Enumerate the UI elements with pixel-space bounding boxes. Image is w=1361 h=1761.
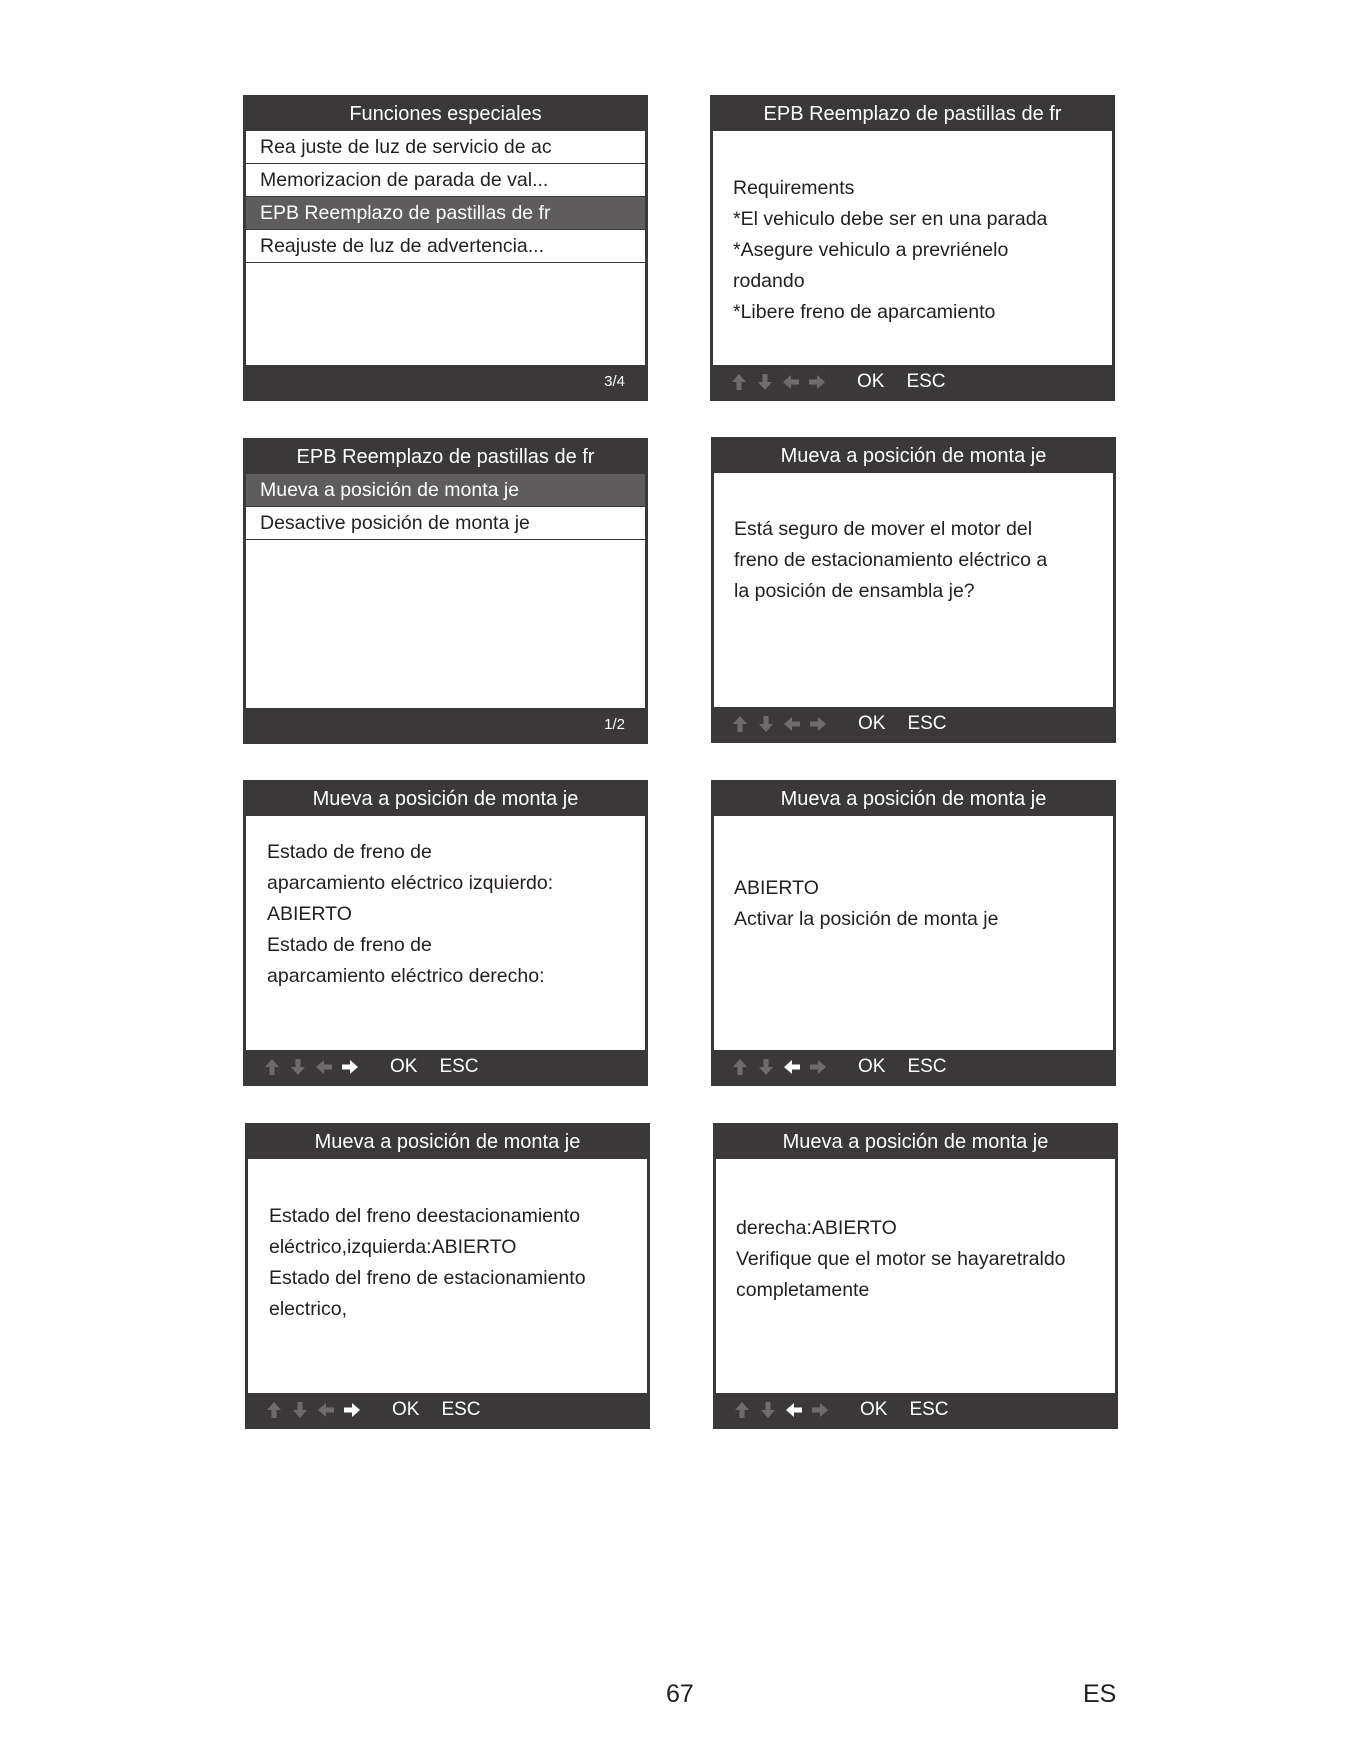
message-line: la posición de ensambla je? xyxy=(734,580,975,602)
screen-epb-requirements xyxy=(710,95,1115,401)
message-line: freno de estacionamiento eléctrico a xyxy=(734,549,1048,571)
nav-arrows xyxy=(730,714,828,734)
screen-footer xyxy=(716,1393,1115,1426)
screen-footer xyxy=(246,708,645,741)
message-line: Estado de freno de xyxy=(267,934,432,956)
message-line: Activar la posición de monta je xyxy=(734,908,999,930)
screen-confirm-move xyxy=(711,437,1116,743)
arrow-down-icon[interactable] xyxy=(290,1400,310,1420)
arrow-right-icon[interactable] xyxy=(342,1400,362,1420)
message-body xyxy=(713,131,1112,365)
message-line: completamente xyxy=(736,1279,870,1301)
menu-list xyxy=(246,474,645,708)
arrow-down-icon[interactable] xyxy=(756,1057,776,1077)
arrow-down-icon[interactable] xyxy=(755,372,775,392)
message-body xyxy=(716,1159,1115,1393)
arrow-left-icon[interactable] xyxy=(781,372,801,392)
arrow-left-icon[interactable] xyxy=(782,1057,802,1077)
screen-footer xyxy=(714,707,1113,740)
arrow-down-icon[interactable] xyxy=(756,714,776,734)
esc-button[interactable]: ESC xyxy=(909,1398,949,1420)
arrow-down-icon[interactable] xyxy=(758,1400,778,1420)
arrow-left-icon[interactable] xyxy=(314,1057,334,1077)
esc-button[interactable]: ESC xyxy=(439,1055,479,1077)
nav-arrows xyxy=(729,372,827,392)
nav-arrows xyxy=(730,1057,828,1077)
message-line: aparcamiento eléctrico derecho: xyxy=(267,965,545,987)
ok-button[interactable]: OK xyxy=(858,1055,886,1077)
screen-status-4 xyxy=(713,1123,1118,1429)
ok-button[interactable]: OK xyxy=(392,1398,420,1420)
esc-button[interactable]: ESC xyxy=(906,370,946,392)
screen-title: EPB Reemplazo de pastillas de fr xyxy=(296,446,595,468)
message-line: Está seguro de mover el motor del xyxy=(734,518,1033,540)
arrow-down-icon[interactable] xyxy=(288,1057,308,1077)
message-line: ABIERTO xyxy=(267,903,352,925)
esc-button[interactable]: ESC xyxy=(441,1398,481,1420)
arrow-up-icon[interactable] xyxy=(262,1057,282,1077)
page-number: 67 xyxy=(666,1680,694,1708)
message-body xyxy=(246,816,645,1050)
esc-button[interactable]: ESC xyxy=(907,1055,947,1077)
message-line: Estado del freno deestacionamiento xyxy=(269,1205,581,1227)
message-line: eléctrico,izquierda:ABIERTO xyxy=(269,1236,517,1258)
message-body xyxy=(248,1159,647,1393)
screen-title: Funciones especiales xyxy=(349,103,542,125)
message-line: *El vehiculo debe ser en una parada xyxy=(733,208,1048,230)
screen-epb-submenu xyxy=(243,438,648,744)
message-line: derecha:ABIERTO xyxy=(736,1217,897,1239)
nav-arrows xyxy=(262,1057,360,1077)
arrow-up-icon[interactable] xyxy=(729,372,749,392)
screen-title: Mueva a posición de monta je xyxy=(314,1131,581,1153)
arrow-right-icon[interactable] xyxy=(810,1400,830,1420)
screen-footer xyxy=(248,1393,647,1426)
arrow-right-icon[interactable] xyxy=(808,1057,828,1077)
message-line: Verifique que el motor se hayaretraldo xyxy=(736,1248,1066,1270)
page-indicator: 3/4 xyxy=(604,373,625,390)
arrow-up-icon[interactable] xyxy=(730,714,750,734)
screen-title: Mueva a posición de monta je xyxy=(780,788,1047,810)
message-line: Estado del freno de estacionamiento xyxy=(269,1267,586,1289)
nav-arrows xyxy=(732,1400,830,1420)
ok-button[interactable]: OK xyxy=(390,1055,418,1077)
message-line: *Asegure vehiculo a prevriénelo xyxy=(733,239,1009,261)
screen-status-3 xyxy=(245,1123,650,1429)
screen-title: EPB Reemplazo de pastillas de fr xyxy=(763,103,1062,125)
screen-footer xyxy=(246,365,645,398)
arrow-right-icon[interactable] xyxy=(807,372,827,392)
message-line: ABIERTO xyxy=(734,877,819,899)
message-line: electrico, xyxy=(269,1298,348,1320)
arrow-up-icon[interactable] xyxy=(730,1057,750,1077)
menu-item-desactive-posicion-montaje[interactable]: Desactive posición de monta je xyxy=(246,507,645,540)
message-line: *Libere freno de aparcamiento xyxy=(733,301,996,323)
screen-title: Mueva a posición de monta je xyxy=(782,1131,1049,1153)
arrow-right-icon[interactable] xyxy=(808,714,828,734)
menu-item-epb-reemplazo[interactable]: EPB Reemplazo de pastillas de fr xyxy=(246,197,645,230)
screen-footer xyxy=(713,365,1112,398)
ok-button[interactable]: OK xyxy=(860,1398,888,1420)
page-indicator: 1/2 xyxy=(604,716,625,733)
message-body xyxy=(714,473,1113,707)
screen-title: Mueva a posición de monta je xyxy=(780,445,1047,467)
message-body xyxy=(714,816,1113,1050)
message-line: Estado de freno de xyxy=(267,841,432,863)
arrow-left-icon[interactable] xyxy=(316,1400,336,1420)
menu-list xyxy=(246,131,645,365)
ok-button[interactable]: OK xyxy=(858,712,886,734)
screen-title: Mueva a posición de monta je xyxy=(312,788,579,810)
ok-button[interactable]: OK xyxy=(857,370,885,392)
screen-footer xyxy=(714,1050,1113,1083)
menu-item-mueva-posicion-montaje[interactable]: Mueva a posición de monta je xyxy=(246,474,645,507)
arrow-right-icon[interactable] xyxy=(340,1057,360,1077)
screen-status-2 xyxy=(711,780,1116,1086)
arrow-left-icon[interactable] xyxy=(784,1400,804,1420)
menu-item-reajuste-luz-advertencia[interactable]: Reajuste de luz de advertencia... xyxy=(246,230,645,263)
arrow-up-icon[interactable] xyxy=(264,1400,284,1420)
message-line: Requirements xyxy=(733,177,855,199)
arrow-up-icon[interactable] xyxy=(732,1400,752,1420)
esc-button[interactable]: ESC xyxy=(907,712,947,734)
arrow-left-icon[interactable] xyxy=(782,714,802,734)
screen-funciones-especiales xyxy=(243,95,648,401)
message-line: aparcamiento eléctrico izquierdo: xyxy=(267,872,554,894)
nav-arrows xyxy=(264,1400,362,1420)
language-code: ES xyxy=(1083,1680,1117,1708)
menu-item-reajuste-luz-servicio[interactable]: Rea juste de luz de servicio de ac xyxy=(246,131,645,164)
screen-status-1 xyxy=(243,780,648,1086)
screen-footer xyxy=(246,1050,645,1083)
menu-item-memorizacion-parada[interactable]: Memorizacion de parada de val... xyxy=(246,164,645,197)
message-line: rodando xyxy=(733,270,805,292)
